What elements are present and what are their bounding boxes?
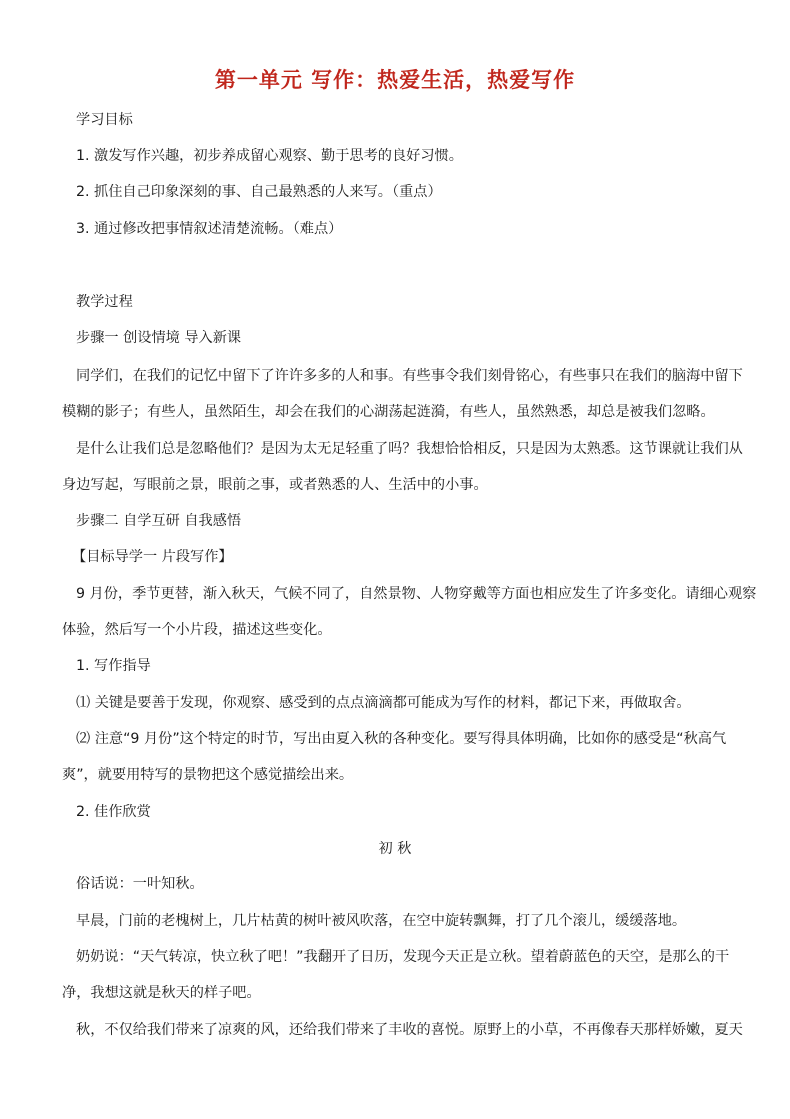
paragraph-line: 身边写起，写眼前之景，眼前之事，或者熟悉的人、生活中的小事。 bbox=[62, 477, 488, 493]
tip-line: ⑴ 关键是要善于发现，你观察、感受到的点点滴滴都可能成为写作的材料，都记下来，再做取舍。 bbox=[76, 695, 691, 711]
goal-item: 2. 抓住自己印象深刻的事、自己最熟悉的人来写。（重点） bbox=[76, 184, 442, 200]
essay-line: 净，我想这就是秋天的样子吧。 bbox=[62, 985, 261, 1001]
list-item: 1. 写作指导 bbox=[76, 658, 151, 674]
goal-item: 3. 通过修改把事情叙述清楚流畅。（难点） bbox=[76, 221, 343, 237]
process-heading: 教学过程 bbox=[76, 294, 133, 310]
paragraph-line: 是什么让我们总是忽略他们？是因为太无足轻重了吗？我想恰恰相反，只是因为太熟悉。这节课就让我们从 bbox=[76, 441, 743, 457]
tip-line: 爽”，就要用特写的景物把这个感觉描绘出来。 bbox=[62, 767, 354, 783]
paragraph-line: 9 月份，季节更替，渐入秋天，气候不同了，自然景物、人物穿戴等方面也相应发生了许多变化。请细心观察 bbox=[76, 586, 757, 602]
goals-heading: 学习目标 bbox=[76, 112, 133, 128]
goal-guide-heading: 【目标导学一 片段写作】 bbox=[72, 549, 233, 565]
list-item: 2. 佳作欣赏 bbox=[76, 804, 151, 820]
paragraph-line: 体验，然后写一个小片段，描述这些变化。 bbox=[62, 622, 332, 638]
paragraph-line: 模糊的影子；有些人，虽然陌生，却会在我们的心湖荡起涟漪，有些人，虽然熟悉，却总是被我们忽略。 bbox=[62, 404, 715, 420]
tip-line: ⑵ 注意“9 月份”这个特定的时节，写出由夏入秋的各种变化。要写得具体明确，比如你的感受是“秋高气 bbox=[76, 731, 727, 747]
paragraph-line: 同学们，在我们的记忆中留下了许许多多的人和事。有些事令我们刻骨铭心，有些事只在我们的脑海中留下 bbox=[76, 368, 743, 384]
essay-title: 初 秋 bbox=[378, 841, 412, 857]
essay-line: 秋，不仅给我们带来了凉爽的风，还给我们带来了丰收的喜悦。原野上的小草，不再像春天那样娇嫩，夏天 bbox=[76, 1022, 743, 1038]
essay-line: 奶奶说：“天气转凉，快立秋了吧！”我翻开了日历，发现今天正是立秋。望着蔚蓝色的天空，是那么的干 bbox=[76, 949, 730, 965]
step-heading: 步骤一 创设情境 导入新课 bbox=[76, 330, 242, 346]
step-heading: 步骤二 自学互研 自我感悟 bbox=[76, 513, 242, 529]
essay-line: 俗话说：一叶知秋。 bbox=[76, 876, 204, 892]
essay-line: 早晨，门前的老槐树上，几片枯黄的树叶被风吹落，在空中旋转飘舞，打了几个滚儿，缓缓落地。 bbox=[76, 913, 687, 929]
page-title: 第一单元 写作：热爱生活，热爱写作 bbox=[214, 67, 576, 92]
goal-item: 1. 激发写作兴趣，初步养成留心观察、勤于思考的良好习惯。 bbox=[76, 148, 463, 164]
